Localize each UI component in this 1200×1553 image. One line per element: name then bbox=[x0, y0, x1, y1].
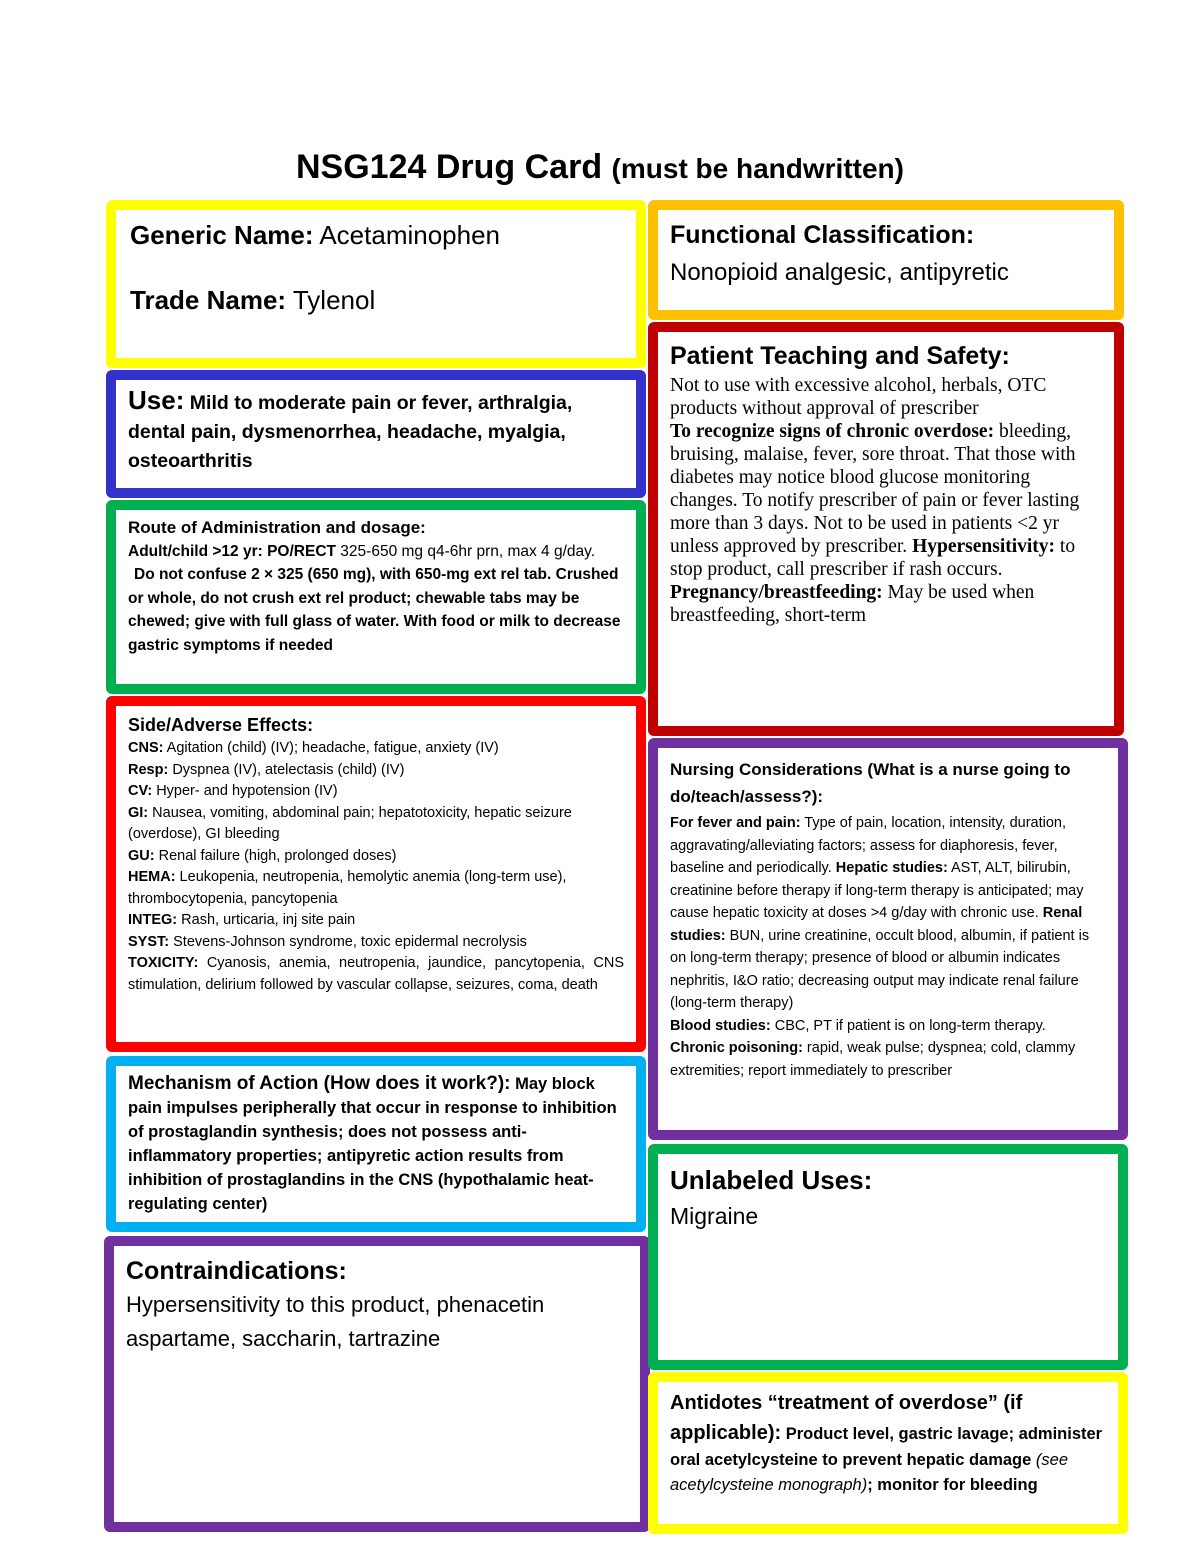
route-label: Route of Administration and dosage: bbox=[128, 518, 426, 537]
se-item: GI: Nausea, vomiting, abdominal pain; hepatotoxicity, hepatic seizure (overdose), GI bleeding bbox=[128, 804, 572, 842]
nursing-v2: AST, ALT, bilirubin, creatinine before therapy if long-term therapy is anticipated; may cause hepatic toxicity at doses >4 g/day with chronic use. bbox=[670, 860, 1084, 921]
se-item: SYST: Stevens-Johnson syndrome, toxic epidermal necrolysis bbox=[128, 933, 527, 950]
teaching-p2: bleeding, bruising, malaise, fever, sore throat. That those with diabetes may notice blood glucose monitoring changes. To notify prescriber of pain or fever lasting more than 3 days. Not to be used in patients <2 yr unless approved by prescriber. bbox=[670, 421, 1080, 557]
nursing-box bbox=[648, 738, 1128, 1140]
use-label: Use: bbox=[128, 385, 185, 415]
teaching-label: Patient Teaching and Safety: bbox=[670, 342, 1010, 370]
teaching-k3: Hypersensitivity: bbox=[912, 536, 1056, 557]
functional-box bbox=[648, 200, 1124, 320]
antidotes-v2: ; monitor for bleeding bbox=[867, 1476, 1038, 1494]
route-line2: Do not confuse 2 × 325 (650 mg), with 650-mg ext rel tab. Crushed or whole, do not crush ext rel product; chewable tabs may be chewed; give with full glass of water. With food or milk to decrease gastric symptoms if needed bbox=[128, 566, 621, 654]
title-sub: (must be handwritten) bbox=[611, 153, 904, 184]
nursing-v4: CBC, PT if patient is on long-term therapy. bbox=[770, 1017, 1046, 1034]
se-item: HEMA: Leukopenia, neutropenia, hemolytic anemia (long-term use), thrombocytopenia, pancytopenia bbox=[128, 869, 567, 907]
antidotes-italic: (see acetylcysteine monograph) bbox=[670, 1451, 1069, 1494]
se-item: TOXICITY: Cyanosis, anemia, neutropenia, jaundice, pancytopenia, CNS stimulation, delirium followed by vascular collapse, seizures, coma, death bbox=[128, 955, 624, 993]
teaching-k2: To recognize signs of chronic overdose: bbox=[670, 421, 995, 442]
teaching-k4: Pregnancy/breastfeeding: bbox=[670, 582, 883, 603]
page-title bbox=[0, 148, 1200, 187]
nursing-v1: Type of pain, location, intensity, duration, aggravating/alleviating factors; assess for diaphoresis, fever, baseline and periodically. bbox=[670, 815, 1066, 876]
nursing-v5: rapid, weak pulse; dyspnea; cold, clammy extremities; report immediately to prescriber bbox=[670, 1040, 1076, 1079]
title-main: NSG124 Drug Card bbox=[296, 148, 603, 186]
nursing-k3: Renal studies: bbox=[670, 905, 1083, 944]
generic-name-value: Acetaminophen bbox=[319, 220, 501, 250]
contraindications-value: Hypersensitivity to this product, phenacetin aspartame, saccharin, tartrazine bbox=[126, 1292, 545, 1351]
route-line1-bold: Adult/child >12 yr: PO/RECT bbox=[128, 542, 336, 560]
unlabeled-box bbox=[648, 1144, 1128, 1370]
route-line1: 325-650 mg q4-6hr prn, max 4 g/day. bbox=[336, 542, 596, 560]
nursing-k1: For fever and pain: bbox=[670, 815, 801, 831]
nursing-k5: Chronic poisoning: bbox=[670, 1040, 803, 1056]
names-box bbox=[106, 200, 646, 368]
contraindications-box bbox=[104, 1236, 650, 1532]
generic-name-label: Generic Name: bbox=[130, 220, 314, 250]
antidotes-v1: Product level, gastric lavage; administer oral acetylcysteine to prevent hepatic damage bbox=[670, 1425, 1103, 1469]
side-effects-label: Side/Adverse Effects: bbox=[128, 715, 314, 735]
nursing-k2: Hepatic studies: bbox=[835, 860, 948, 876]
mechanism-box bbox=[106, 1056, 646, 1232]
se-item: GU: Renal failure (high, prolonged doses) bbox=[128, 847, 397, 864]
teaching-p4: May be used when breastfeeding, short-term bbox=[670, 582, 1035, 626]
se-item: INTEG: Rash, urticaria, inj site pain bbox=[128, 912, 356, 928]
nursing-label: Nursing Considerations (What is a nurse going to do/teach/assess?): bbox=[670, 760, 1071, 806]
route-box bbox=[106, 500, 646, 694]
nursing-k4: Blood studies: bbox=[670, 1017, 771, 1034]
trade-name-label: Trade Name: bbox=[130, 285, 287, 315]
teaching-p1: Not to use with excessive alcohol, herbals, OTC products without approval of prescriber bbox=[670, 375, 1047, 419]
teaching-box bbox=[648, 322, 1124, 736]
functional-value: Nonopioid analgesic, antipyretic bbox=[670, 259, 1009, 286]
unlabeled-value: Migraine bbox=[670, 1203, 759, 1229]
unlabeled-label: Unlabeled Uses: bbox=[670, 1165, 873, 1195]
teaching-p3: to stop product, call prescriber if rash occurs. bbox=[670, 536, 1076, 580]
mechanism-value: May block pain impulses peripherally that occur in response to inhibition of prostaglandin synthesis; does not possess anti-inflammatory properties; antipyretic action results from inhibition of prostaglandins in the CNS (hypothalamic heat-regulating center) bbox=[128, 1075, 617, 1213]
side-effects-box bbox=[106, 696, 646, 1052]
antidotes-label: Antidotes “treatment of overdose” (if applicable): bbox=[670, 1392, 1023, 1444]
use-box bbox=[106, 370, 646, 498]
nursing-v3: BUN, urine creatinine, occult blood, albumin, if patient is on long-term therapy; presence of blood or albumin indicates nephritis, I&O ratio; decreasing output may indicate renal failure (long-term therapy) bbox=[670, 927, 1090, 1011]
se-item: Resp: Dyspnea (IV), atelectasis (child) (IV) bbox=[128, 761, 405, 778]
se-item: CV: Hyper- and hypotension (IV) bbox=[128, 783, 338, 799]
use-value: Mild to moderate pain or fever, arthralgia, dental pain, dysmenorrhea, headache, myalgia, osteoarthritis bbox=[128, 392, 573, 472]
se-item: CNS: Agitation (child) (IV); headache, fatigue, anxiety (IV) bbox=[128, 740, 499, 756]
mechanism-label: Mechanism of Action (How does it work?): bbox=[128, 1073, 511, 1094]
functional-label: Functional Classification: bbox=[670, 221, 975, 249]
trade-name-value: Tylenol bbox=[292, 285, 376, 315]
contraindications-label: Contraindications: bbox=[126, 1257, 347, 1285]
antidotes-box bbox=[648, 1372, 1128, 1534]
